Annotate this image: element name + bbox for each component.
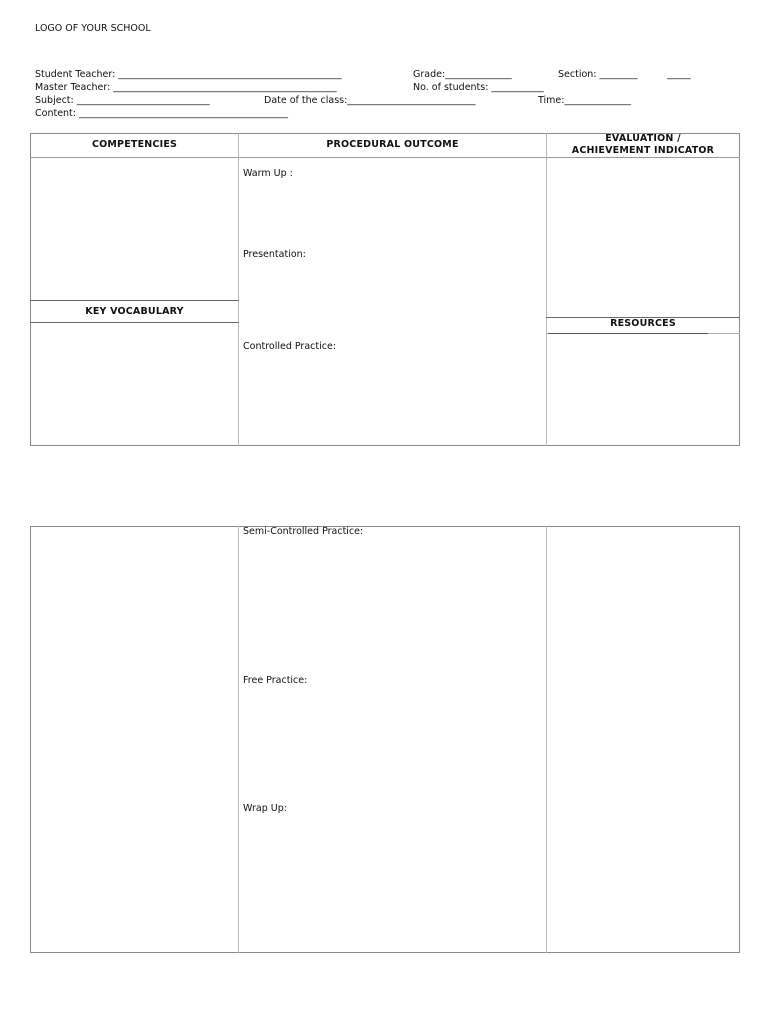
resources-cell[interactable]	[547, 334, 739, 445]
table2-right-cell[interactable]	[547, 527, 739, 952]
wrap-up-label: Wrap Up:	[243, 803, 287, 814]
date-of-class-field[interactable]: Date of the class:___________________________	[264, 95, 476, 106]
section-field[interactable]: Section: ________	[558, 69, 638, 80]
master-teacher-field[interactable]: Master Teacher: _______________________________________________	[35, 82, 337, 93]
evaluation-header-line1: EVALUATION /	[605, 133, 681, 144]
resources-header: RESOURCES	[610, 318, 676, 329]
key-vocabulary-cell[interactable]	[31, 323, 238, 445]
key-vocabulary-top-border	[30, 300, 239, 301]
grade-field[interactable]: Grade:______________	[413, 69, 512, 80]
table2-procedural-cell[interactable]	[239, 540, 546, 952]
controlled-practice-label: Controlled Practice:	[243, 341, 337, 352]
evaluation-header-line2: ACHIEVEMENT INDICATOR	[571, 145, 715, 156]
section-extra-blank[interactable]: _____	[667, 69, 691, 80]
table2-left-cell[interactable]	[31, 527, 238, 952]
subject-field[interactable]: Subject: ____________________________	[35, 95, 210, 106]
free-practice-label: Free Practice:	[243, 675, 308, 686]
procedural-outcome-header: PROCEDURAL OUTCOME	[326, 139, 459, 150]
evaluation-cell[interactable]	[547, 158, 739, 317]
no-of-students-field[interactable]: No. of students: ___________	[413, 82, 544, 93]
competencies-header: COMPETENCIES	[91, 139, 178, 150]
student-teacher-field[interactable]: Student Teacher: _______________________________________________	[35, 69, 342, 80]
warm-up-label: Warm Up :	[243, 168, 293, 179]
content-field[interactable]: Content: ____________________________________________	[35, 108, 289, 119]
semi-controlled-practice-label: Semi-Controlled Practice:	[243, 526, 364, 537]
school-logo-placeholder: LOGO OF YOUR SCHOOL	[35, 23, 151, 34]
time-field[interactable]: Time:______________	[538, 95, 631, 106]
procedural-outcome-cell[interactable]	[239, 158, 546, 445]
key-vocabulary-header: KEY VOCABULARY	[85, 306, 184, 317]
presentation-label: Presentation:	[243, 249, 306, 260]
competencies-cell[interactable]	[31, 158, 238, 300]
